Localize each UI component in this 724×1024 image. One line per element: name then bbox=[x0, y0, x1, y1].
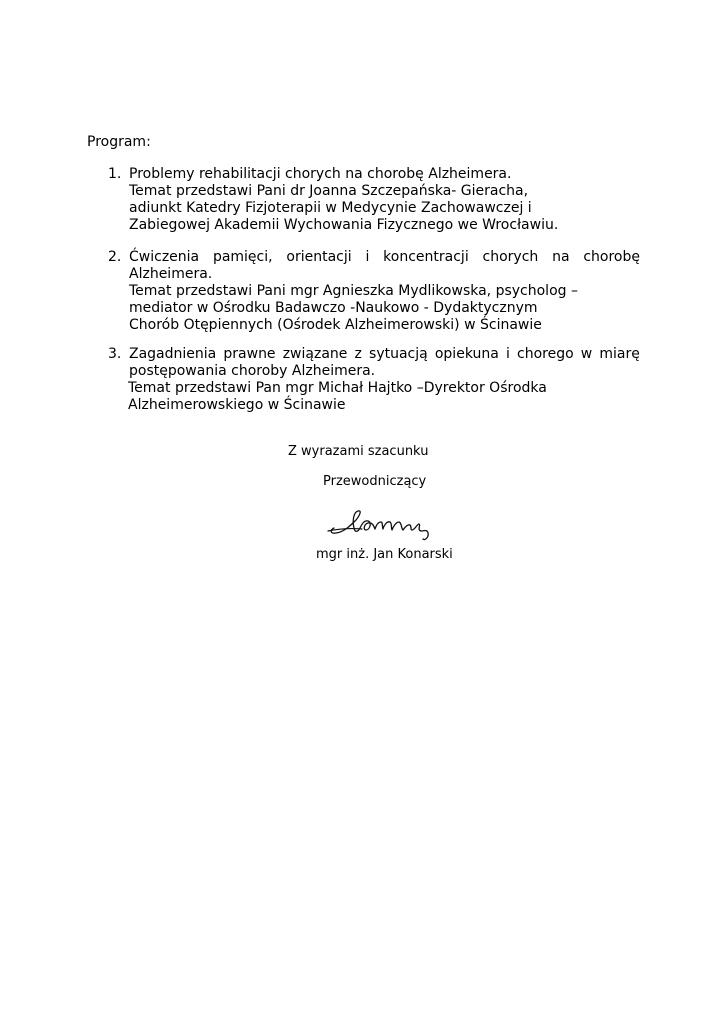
program-item-1 bbox=[108, 166, 640, 234]
title-word: opiekuna bbox=[434, 346, 499, 362]
item-detail-line: Alzheimerowskiego w Ścinawie bbox=[128, 397, 346, 413]
item-detail bbox=[128, 380, 640, 414]
closing-role: Przewodniczący bbox=[323, 474, 427, 489]
item-detail-line: adiunkt Katedry Fizjoterapii w Medycynie Zachowawczej i bbox=[129, 200, 532, 216]
item-title-line bbox=[129, 249, 640, 266]
item-title bbox=[129, 166, 640, 183]
handwritten-signature bbox=[320, 500, 435, 545]
item-title bbox=[129, 346, 640, 380]
title-word: koncentracji bbox=[383, 249, 469, 265]
item-title bbox=[129, 249, 640, 283]
item-detail-line: Temat przedstawi Pani dr Joanna Szczepańska- Gieracha, bbox=[129, 183, 529, 199]
item-detail-line: mediator w Ośrodku Badawczo -Naukowo - Dydaktycznym bbox=[129, 300, 538, 316]
item-detail-line: Zabiegowej Akademii Wychowania Fizycznego we Wrocławiu. bbox=[129, 217, 559, 233]
item-title-line bbox=[129, 346, 640, 363]
item-detail bbox=[129, 183, 640, 234]
title-word: Ćwiczenia bbox=[129, 249, 200, 265]
title-word: Zagadnienia bbox=[129, 346, 217, 362]
title-word: sytuacją bbox=[369, 346, 428, 362]
item-detail-line: Chorób Otępiennych (Ośrodek Alzheimerowski) w Ścinawie bbox=[129, 317, 542, 333]
item-title-line: Problemy rehabilitacji chorych na chorobę Alzheimera. bbox=[129, 166, 512, 182]
item-title-line: Alzheimera. bbox=[129, 266, 213, 282]
signer-name: mgr inż. Jan Konarski bbox=[316, 547, 453, 562]
title-word: pamięci, bbox=[212, 249, 273, 265]
program-item-2 bbox=[108, 249, 640, 334]
title-word: orientacji bbox=[286, 249, 352, 265]
item-detail bbox=[129, 283, 640, 334]
title-word: chorego bbox=[517, 346, 574, 362]
item-title-line: postępowania choroby Alzheimera. bbox=[129, 363, 376, 379]
program-item-3 bbox=[108, 346, 640, 414]
title-word: i bbox=[505, 346, 510, 362]
title-word: na bbox=[552, 249, 570, 265]
program-heading: Program: bbox=[87, 134, 151, 150]
item-detail-line: Temat przedstawi Pan mgr Michał Hajtko –Dyrektor Ośrodka bbox=[128, 380, 547, 396]
title-word: i bbox=[365, 249, 370, 265]
title-word: prawne bbox=[223, 346, 276, 362]
title-word: chorobę bbox=[583, 249, 640, 265]
closing-regards: Z wyrazami szacunku bbox=[288, 444, 429, 459]
title-word: z bbox=[354, 346, 362, 362]
item-number: 3. bbox=[108, 346, 122, 362]
title-word: chorych bbox=[482, 249, 539, 265]
item-number: 2. bbox=[108, 249, 122, 265]
title-word: związane bbox=[282, 346, 348, 362]
title-word: w bbox=[580, 346, 593, 362]
title-word: miarę bbox=[599, 346, 640, 362]
item-detail-line: Temat przedstawi Pani mgr Agnieszka Mydlikowska, psycholog – bbox=[129, 283, 578, 299]
item-number: 1. bbox=[108, 166, 122, 182]
